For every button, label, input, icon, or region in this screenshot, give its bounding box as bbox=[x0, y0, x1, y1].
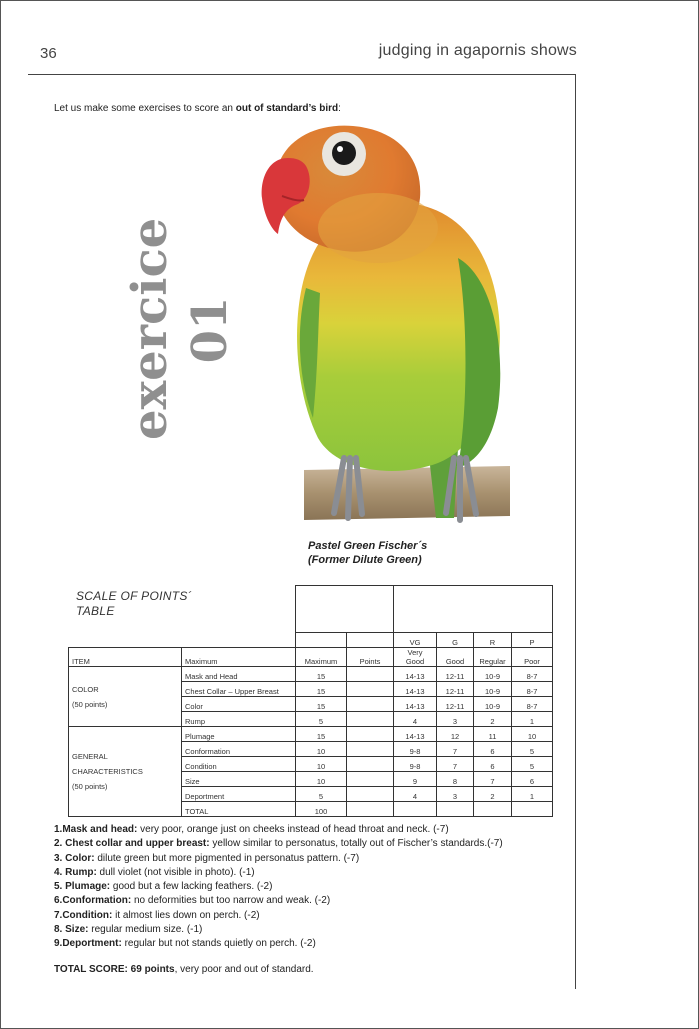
page-number: 36 bbox=[40, 45, 57, 62]
grade-r: R bbox=[474, 633, 512, 648]
note-item: 1.Mask and head: very poor, orange just on cheeks instead of head throat and neck. (-7) bbox=[54, 824, 449, 835]
table-row: Chest Collar – Upper Breast 15 14-13 12-11 10-9 8-7 bbox=[69, 682, 553, 697]
note-item: 4. Rump: dull violet (not visible in photo). (-1) bbox=[54, 866, 255, 878]
note-item: 7.Condition: it almost lies down on perch. (-2) bbox=[54, 909, 260, 921]
col-item: ITEM bbox=[69, 648, 182, 667]
note-item: 3. Color: dilute green but more pigmented in personatus pattern. (-7) bbox=[54, 852, 360, 864]
table-row: Rump 5 4 3 2 1 bbox=[69, 712, 553, 727]
table-top-row bbox=[69, 586, 553, 633]
grade-p: P bbox=[512, 633, 553, 648]
group-general-characteristics: GENERAL CHARACTERISTICS (50 points) bbox=[69, 727, 182, 817]
right-margin-rule bbox=[575, 74, 576, 989]
lovebird-photo bbox=[258, 118, 518, 538]
table-row: GENERAL CHARACTERISTICS (50 points) Plumage 15 14-13 12 11 10 bbox=[69, 727, 553, 742]
table-row: Color 15 14-13 12-11 10-9 8-7 bbox=[69, 697, 553, 712]
col-regular: Regular bbox=[474, 648, 512, 667]
total-row: TOTAL 100 bbox=[69, 802, 553, 817]
note-item: 8. Size: regular medium size. (-1) bbox=[54, 924, 203, 936]
scale-table-title: SCALE OF POINTS´ TABLE bbox=[76, 589, 192, 618]
running-title: judging in agapornis shows bbox=[378, 42, 577, 59]
exercise-title: exercice 01 bbox=[122, 217, 238, 440]
note-item: 6.Conformation: no deformities but too narrow and weak. (-2) bbox=[54, 895, 331, 907]
total-score: TOTAL SCORE: 69 points, very poor and out of standard. bbox=[54, 964, 314, 975]
note-item: 5. Plumage: good but a few lacking feathers. (-2) bbox=[54, 881, 273, 893]
intro-text: Let us make some exercises to score an out of standard’s bird: bbox=[54, 103, 341, 114]
note-item: 2. Chest collar and upper breast: yellow similar to personatus, totally out of Fischer’s standards.(-7) bbox=[54, 838, 503, 850]
table-row: Conformation 10 9-8 7 6 5 bbox=[69, 742, 553, 757]
photo-caption: Pastel Green Fischer´s (Former Dilute Green) bbox=[308, 540, 428, 566]
column-header-row bbox=[69, 648, 553, 667]
table-row: COLOR (50 points) Mask and Head 15 14-13 12-11 10-9 8-7 bbox=[69, 667, 553, 682]
col-maximum: Maximum bbox=[296, 648, 347, 667]
scoring-notes bbox=[54, 823, 503, 952]
header-rule bbox=[28, 74, 576, 75]
note-item: 9.Deportment: regular but not stands quietly on perch. (-2) bbox=[54, 938, 316, 950]
col-good: Good bbox=[437, 648, 474, 667]
col-very-good: Very Good bbox=[394, 648, 437, 667]
col-points: Points bbox=[347, 648, 394, 667]
table-row: Deportment 5 4 3 2 1 bbox=[69, 787, 553, 802]
table-row: Size 10 9 8 7 6 bbox=[69, 772, 553, 787]
grade-letter-row bbox=[69, 633, 553, 648]
grade-g: G bbox=[437, 633, 474, 648]
group-color: COLOR (50 points) bbox=[69, 667, 182, 727]
col-maximum-label: Maximum bbox=[182, 648, 296, 667]
col-poor: Poor bbox=[512, 648, 553, 667]
intro-bold: out of standard’s bird bbox=[235, 103, 339, 114]
grade-vg: VG bbox=[394, 633, 437, 648]
table-row: Condition 10 9-8 7 6 5 bbox=[69, 757, 553, 772]
scale-of-points-table bbox=[68, 585, 553, 817]
